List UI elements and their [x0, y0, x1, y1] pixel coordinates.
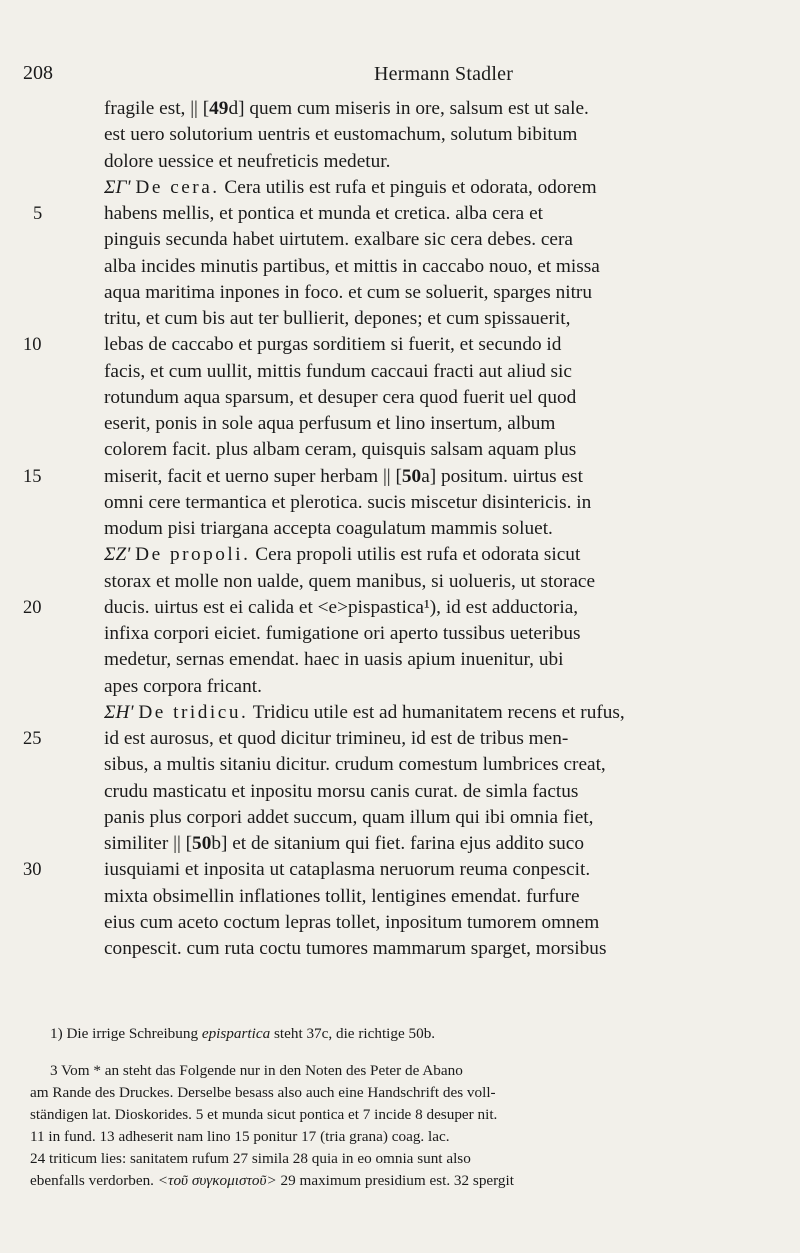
text-line: [104, 752, 764, 778]
text-line: [104, 122, 764, 148]
text-span: eius cum aceto coctum lepras tollet, inpositum tumorem omnem: [104, 911, 600, 933]
italic-term: <τοῦ συγκομιστοῦ>: [157, 1172, 277, 1189]
entry-number: ΣΓ': [104, 176, 131, 198]
text-span: habens mellis, et pontica et munda et cretica. alba cera et: [104, 203, 543, 224]
text-span: storax et molle non ualde, quem manibus, si uolueris, ut storace: [104, 570, 596, 592]
text-span: am Rande des Druckes. Derselbe besass also auch eine Handschrift des voll-: [30, 1084, 496, 1101]
text-span: 3 Vom * an steht das Folgende nur in den Noten des Peter de Abano: [50, 1062, 463, 1079]
footnote-line: [30, 1104, 780, 1126]
text-span: Cera propoli utilis est rufa et odorata sicut: [250, 544, 581, 566]
text-span: rotundum aqua sparsum, et desuper cera quod fuerit uel quod: [104, 386, 577, 408]
page-header: [0, 62, 800, 92]
text-line: [104, 805, 764, 831]
text-span: id est aurosus, et quod dicitur trimineu, id est de tribus men-: [104, 728, 569, 749]
text-span: conpescit. cum ruta coctu tumores mammarum sparget, morsibus: [104, 938, 607, 959]
text-line: [104, 910, 764, 936]
text-span: similiter || [: [104, 833, 193, 854]
text-line: [104, 411, 764, 437]
text-line: [104, 227, 764, 253]
text-span: Cera utilis est rufa et pinguis et odorata, odorem: [219, 176, 597, 198]
line-number: 30: [23, 860, 42, 881]
text-line: [104, 437, 764, 463]
text-span: d] quem cum miseris in ore, salsum est ut sale.: [228, 98, 589, 119]
text-span: ducis. uirtus est ei calida et <e>pispastica¹), id est adductoria,: [104, 596, 579, 618]
text-span: b] et de sitanium qui fiet. farina ejus addito suco: [211, 833, 584, 854]
text-line: [104, 149, 764, 175]
text-line: [104, 621, 764, 647]
entry-number: ΣΗ': [104, 701, 134, 723]
text-line: [104, 96, 764, 122]
text-span: fragile est, || [: [104, 98, 210, 119]
text-span: alba incides minutis partibus, et mittis in caccabo nouo, et missa: [104, 255, 600, 277]
line-number: 5: [33, 204, 43, 224]
text-line: [104, 779, 764, 805]
text-span: 29 maximum presidium est. 32 spergit: [276, 1172, 514, 1189]
text-line: [104, 306, 764, 332]
text-line: [104, 884, 764, 910]
text-span: a] positum. uirtus est: [421, 465, 583, 487]
text-span: dolore uessice et neufreticis medetur.: [104, 150, 391, 172]
text-line: [104, 542, 764, 568]
text-span: facis, et cum uullit, mittis fundum caccaui fracti aut aliud sic: [104, 360, 572, 382]
text-span: aqua maritima inpones in foco. et cum se soluerit, sparges nitru: [104, 281, 592, 303]
text-span: ebenfalls verdorben.: [30, 1172, 158, 1189]
text-line: [104, 674, 764, 700]
entry-number: ΣΖ': [104, 544, 131, 566]
text-span: crudu masticatu et inpositu morsu canis curat. de simla factus: [104, 780, 579, 802]
text-span: apes corpora fricant.: [104, 675, 262, 697]
text-line: [104, 332, 764, 358]
text-line: [104, 726, 764, 752]
footnote-line: [30, 1170, 780, 1192]
italic-term: epispartica: [201, 1025, 271, 1042]
text-line: [104, 280, 764, 306]
text-line: [104, 359, 764, 385]
footnote-line: [30, 1148, 780, 1170]
footnote-line: [30, 1126, 780, 1148]
line-number: 20: [23, 597, 42, 618]
text-span: iusquiami et inposita ut cataplasma neruorum reuma conpescit.: [104, 859, 591, 881]
text-line: [104, 595, 764, 621]
text-line: [104, 936, 764, 962]
text-span: sibus, a multis sitaniu dicitur. crudum comestum lumbrices creat,: [104, 754, 606, 776]
footnote-line: [50, 1060, 800, 1082]
text-span: est uero solutorium uentris et eustomachum, solutum bibitum: [104, 124, 578, 146]
text-span: Tridicu utile est ad humanitatem recens et rufus,: [248, 701, 625, 723]
text-span: panis plus corpori addet succum, quam illum qui ibi omnia fiet,: [104, 806, 594, 828]
text-span: omni cere termantica et plerotica. sucis miscetur disintericis. in: [104, 491, 592, 513]
text-line: [104, 700, 764, 726]
text-span: eserit, ponis in sole aqua perfusum et lino insertum, album: [104, 413, 556, 434]
text-span: 24 triticum lies: sanitatem rufum 27 simila 28 quia in eo omnia sunt also: [30, 1150, 471, 1167]
text-line: [104, 647, 764, 673]
entry-heading: De propoli.: [135, 544, 251, 566]
text-line: [104, 569, 764, 595]
text-span: tritu, et cum bis aut ter bullierit, depones; et cum spissauerit,: [104, 308, 571, 329]
text-span: pinguis secunda habet uirtutem. exalbare sic cera debes. cera: [104, 229, 573, 251]
text-line: [104, 831, 764, 857]
text-span: 1) Die irrige Schreibung: [50, 1025, 202, 1042]
entry-heading: De tridicu.: [138, 701, 249, 723]
text-span: infixa corpori eiciet. fumigatione ori aperto tussibus ueteribus: [104, 623, 581, 644]
text-span: 11 in fund. 13 adheserit nam lino 15 ponitur 17 (tria grana) coag. lac.: [30, 1128, 450, 1145]
entry-heading: De cera.: [135, 176, 220, 198]
folio-number: 50: [192, 833, 212, 854]
text-line: [104, 464, 764, 490]
text-span: lebas de caccabo et purgas sorditiem si fuerit, et secundo id: [104, 334, 562, 356]
text-span: ständigen lat. Dioskorides. 5 et munda sicut pontica et 7 incide 8 desuper nit.: [30, 1106, 498, 1123]
text-line: [104, 516, 764, 542]
text-line: [104, 254, 764, 280]
line-number: 15: [23, 466, 42, 487]
footnote-line: [50, 1023, 800, 1045]
text-line: [104, 385, 764, 411]
text-span: modum pisi triargana accepta coagulatum mammis soluet.: [104, 518, 553, 539]
text-line: [104, 857, 764, 883]
page-number: 208: [23, 62, 53, 84]
line-number: 25: [23, 729, 42, 749]
text-span: steht 37c, die richtige 50b.: [270, 1025, 436, 1042]
text-line: [104, 201, 764, 227]
footnote-line: [30, 1082, 780, 1104]
folio-number: 49: [209, 98, 229, 119]
text-line: [104, 490, 764, 516]
text-span: mixta obsimellin inflationes tollit, lentigines emendat. furfure: [104, 885, 580, 907]
text-line: [104, 175, 764, 201]
running-title: Hermann Stadler: [374, 63, 514, 85]
text-span: miserit, facit et uerno super herbam || [: [104, 465, 402, 487]
text-span: colorem facit. plus albam ceram, quisquis salsam aquam plus: [104, 439, 577, 461]
text-span: medetur, sernas emendat. haec in uasis apium inuenitur, ubi: [104, 649, 564, 671]
folio-number: 50: [401, 465, 422, 487]
line-number: 10: [23, 335, 42, 356]
